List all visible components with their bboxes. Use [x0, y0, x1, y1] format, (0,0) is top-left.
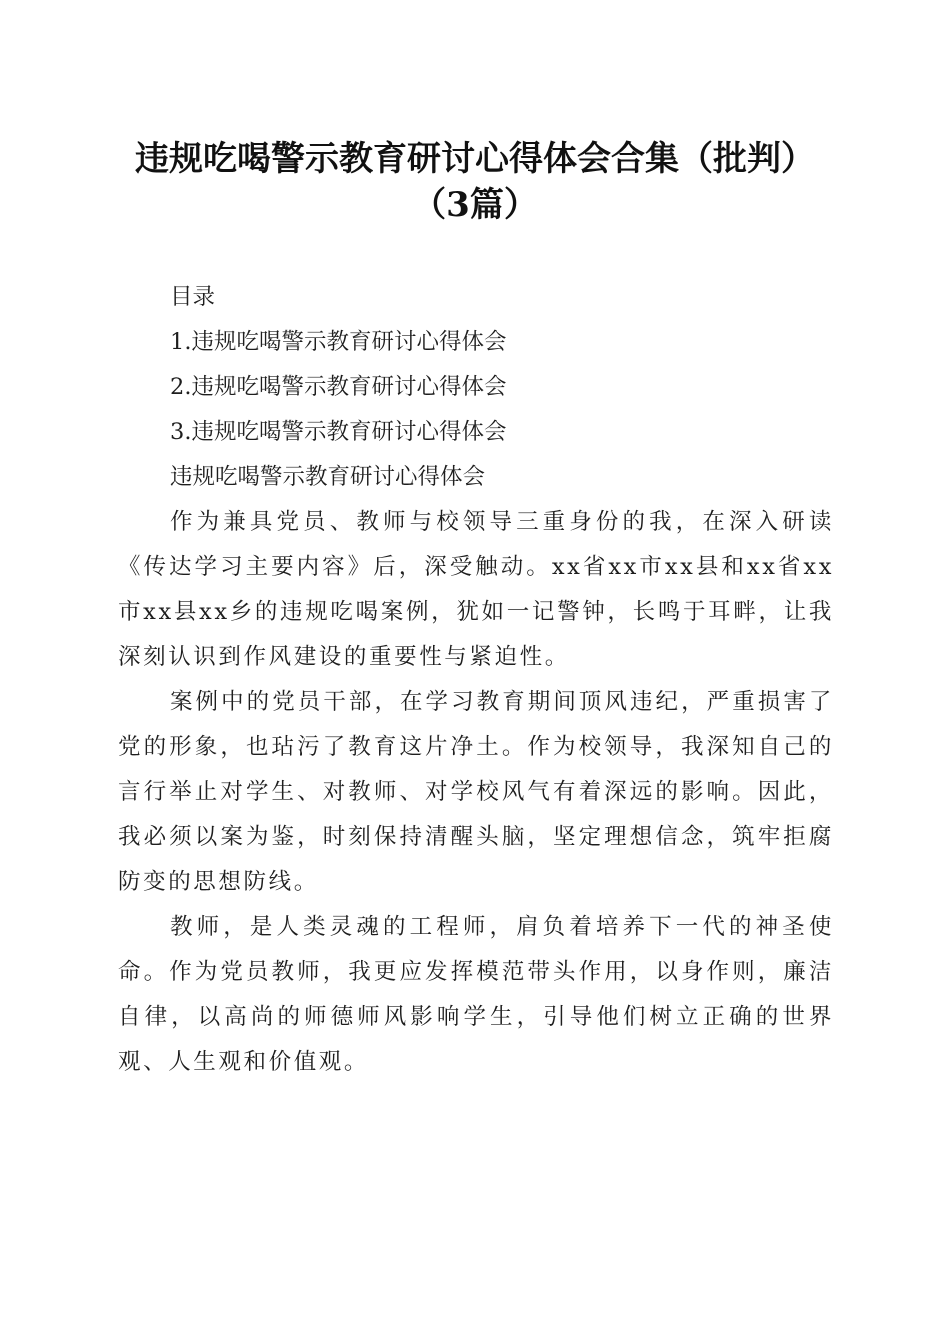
document-title-line1: 违规吃喝警示教育研讨心得体会合集（批判） — [135, 139, 815, 179]
document-title-line2: （3篇） — [412, 185, 538, 225]
toc-heading: 目录 — [170, 284, 216, 310]
toc-item-1: 1.违规吃喝警示教育研讨心得体会 — [170, 329, 507, 355]
article-paragraph-1: 作为兼具党员、教师与校领导三重身份的我，在深入研读《传达学习主要内容》后，深受触动。xx省xx市xx县和xx省xx市xx县xx乡的违规吃喝案例，犹如一记警钟，长鸣于耳畔，让我深刻认识到作风建设的重要性与紧迫性。 — [118, 509, 834, 670]
article-paragraph-3: 教师，是人类灵魂的工程师，肩负着培养下一代的神圣使命。作为党员教师，我更应发挥模范带头作用，以身作则，廉洁自律，以高尚的师德师风影响学生，引导他们树立正确的世界观、人生观和价值观。 — [118, 914, 834, 1075]
toc-item-3: 3.违规吃喝警示教育研讨心得体会 — [170, 419, 507, 445]
article-paragraph-2: 案例中的党员干部，在学习教育期间顶风违纪，严重损害了党的形象，也玷污了教育这片净土。作为校领导，我深知自己的言行举止对学生、对教师、对学校风气有着深远的影响。因此，我必须以案为鉴，时刻保持清醒头脑，坚定理想信念，筑牢拒腐防变的思想防线。 — [118, 689, 834, 895]
article-heading: 违规吃喝警示教育研讨心得体会 — [170, 464, 486, 490]
toc-item-2: 2.违规吃喝警示教育研讨心得体会 — [170, 374, 507, 400]
